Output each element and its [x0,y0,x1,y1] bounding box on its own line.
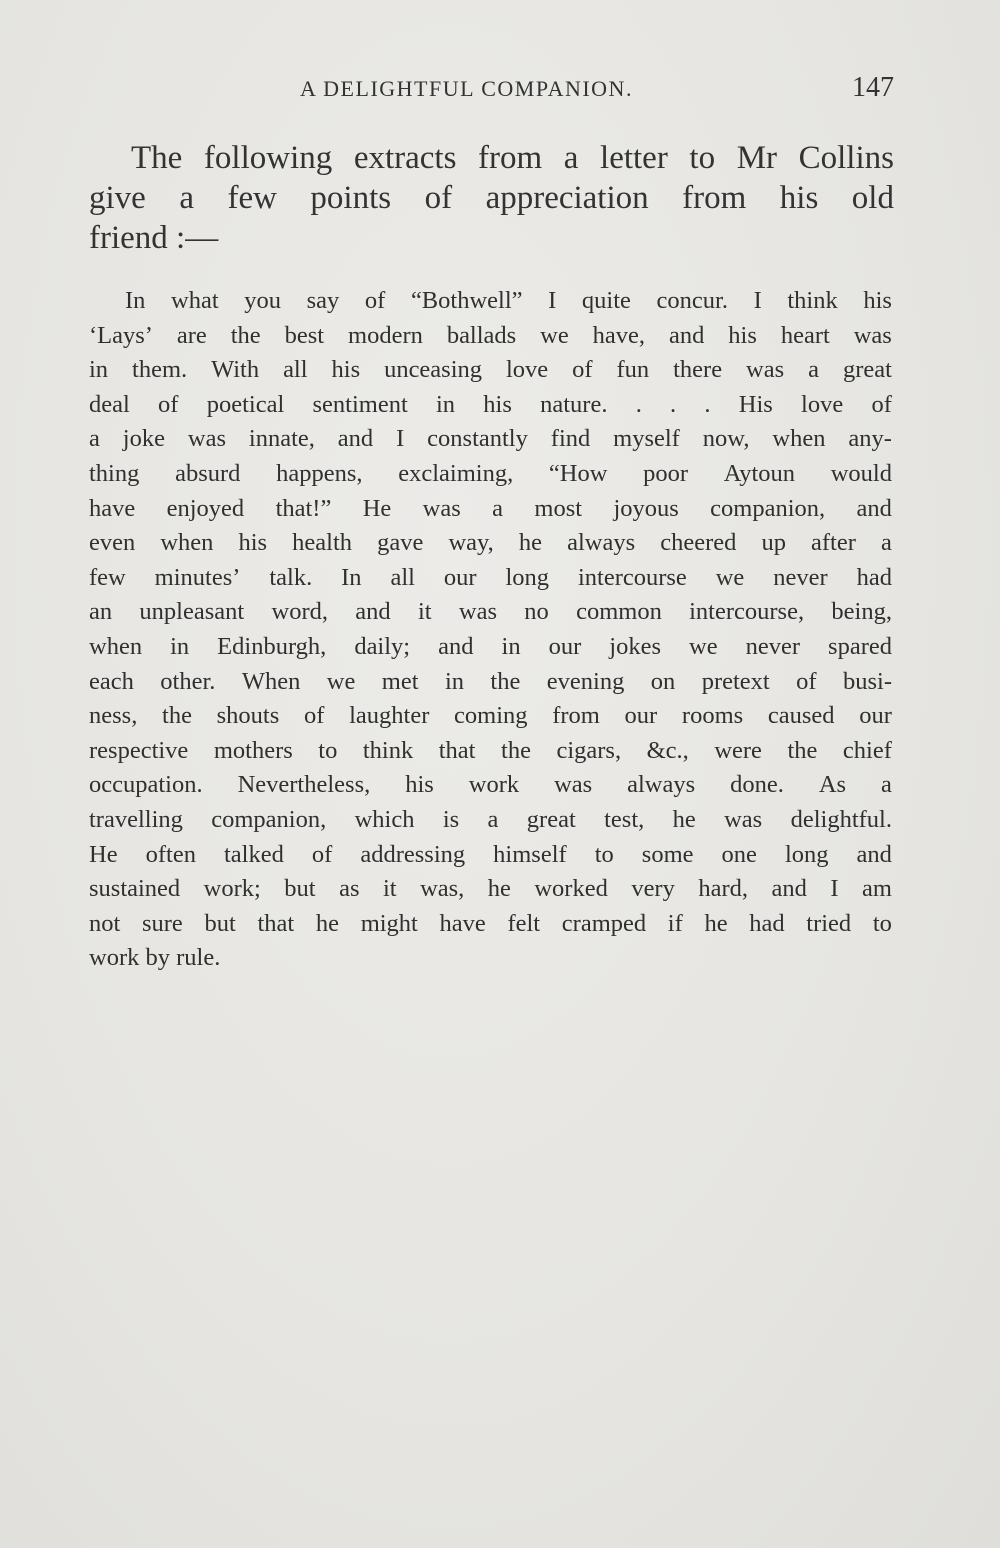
intro-line: give a few points of appreciation from his old [89,180,894,216]
page-number: 147 [852,72,894,103]
intro-paragraph [89,138,894,258]
extract-line: few minutes’ talk. In all our long intercourse we never had [89,563,892,591]
extract-line: have enjoyed that!” He was a most joyous companion, and [89,494,892,522]
extract-line: even when his health gave way, he always cheered up after a [89,529,892,557]
extract-line: each other. When we met in the evening on pretext of busi- [89,667,892,695]
extract-line: respective mothers to think that the cigars, &c., were the chief [89,736,892,764]
extract-line: ness, the shouts of laughter coming from our rooms caused our [89,702,892,730]
extract-line: deal of poetical sentiment in his nature. . . . His love of [89,390,892,418]
extract-line: thing absurd happens, exclaiming, “How poor Aytoun would [89,459,892,487]
letter-extract [89,284,892,976]
extract-line: He often talked of addressing himself to some one long and [89,840,892,868]
intro-line: friend :— [89,220,219,256]
extract-line: an unpleasant word, and it was no common intercourse, being, [89,598,892,626]
extract-line: In what you say of “Bothwell” I quite concur. I think his [125,287,892,314]
extract-line: travelling companion, which is a great test, he was delightful. [89,805,892,833]
intro-line: The following extracts from a letter to Mr Collins [131,140,894,176]
extract-line: work by rule. [89,944,221,972]
extract-line: sustained work; but as it was, he worked very hard, and I am [89,875,892,903]
running-head: A DELIGHTFUL COMPANION. [300,76,633,101]
extract-line: occupation. Nevertheless, his work was always done. As a [89,771,892,799]
extract-line: in them. With all his unceasing love of fun there was a great [89,356,892,384]
extract-line: a joke was innate, and I constantly find myself now, when any- [89,425,892,453]
extract-line: not sure but that he might have felt cramped if he had tried to [89,909,892,937]
extract-line: ‘Lays’ are the best modern ballads we have, and his heart was [89,321,892,349]
extract-line: when in Edinburgh, daily; and in our jokes we never spared [89,632,892,660]
